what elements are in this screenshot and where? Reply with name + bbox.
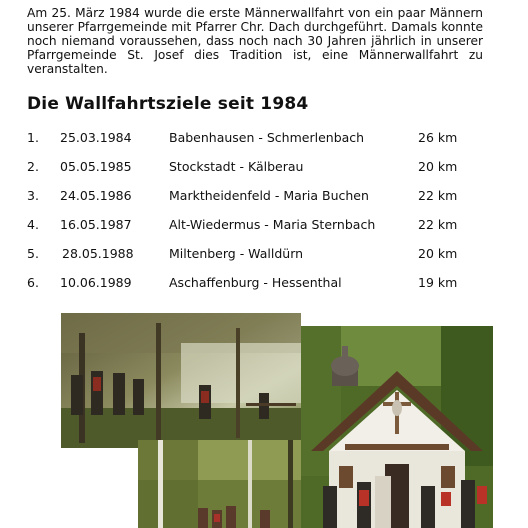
row-route: Alt-Wiedermus - Maria Sternbach xyxy=(169,217,376,232)
row-number: 6. xyxy=(27,275,39,290)
row-date: 24.05.1986 xyxy=(60,188,132,203)
section-heading: Die Wallfahrtsziele seit 1984 xyxy=(27,94,309,114)
row-date: 28.05.1988 xyxy=(62,246,134,261)
row-number: 2. xyxy=(27,159,39,174)
row-number: 4. xyxy=(27,217,39,232)
row-route: Miltenberg - Walldürn xyxy=(169,246,304,261)
row-route: Babenhausen - Schmerlenbach xyxy=(169,130,365,145)
row-distance: 20 km xyxy=(418,159,458,174)
table-row xyxy=(27,217,487,235)
photo-pilgrims-forest-path xyxy=(61,313,301,448)
row-route: Marktheidenfeld - Maria Buchen xyxy=(169,188,369,203)
row-number: 1. xyxy=(27,130,39,145)
table-row xyxy=(27,130,487,148)
row-route: Aschaffenburg - Hessenthal xyxy=(169,275,342,290)
row-distance: 26 km xyxy=(418,130,458,145)
table-row xyxy=(27,159,487,177)
row-distance: 19 km xyxy=(418,275,458,290)
row-date: 16.05.1987 xyxy=(60,217,132,232)
intro-paragraph: Am 25. März 1984 wurde die erste Männerwallfahrt von ein paar Männern unserer Pfarrgemeinde mit Pfarrer Chr. Dach durchgeführt. Damals konnte noch niemand voraussehen, dass noch nach 30 Jahren jährlich in unserer Pfarrgemeinde St. Josef dies Tradition ist, eine Männerwallfahrt zu veranstalten. xyxy=(27,6,483,76)
row-date: 25.03.1984 xyxy=(60,130,132,145)
row-date: 10.06.1989 xyxy=(60,275,132,290)
row-distance: 20 km xyxy=(418,246,458,261)
table-row xyxy=(27,246,487,264)
table-row xyxy=(27,188,487,206)
row-distance: 22 km xyxy=(418,217,458,232)
row-distance: 22 km xyxy=(418,188,458,203)
photo-chapel-crucifix xyxy=(301,326,493,528)
row-number: 5. xyxy=(27,246,39,261)
row-route: Stockstadt - Kälberau xyxy=(169,159,304,174)
row-date: 05.05.1985 xyxy=(60,159,132,174)
table-row xyxy=(27,275,487,293)
photo-group-in-forest xyxy=(138,440,328,528)
row-number: 3. xyxy=(27,188,39,203)
